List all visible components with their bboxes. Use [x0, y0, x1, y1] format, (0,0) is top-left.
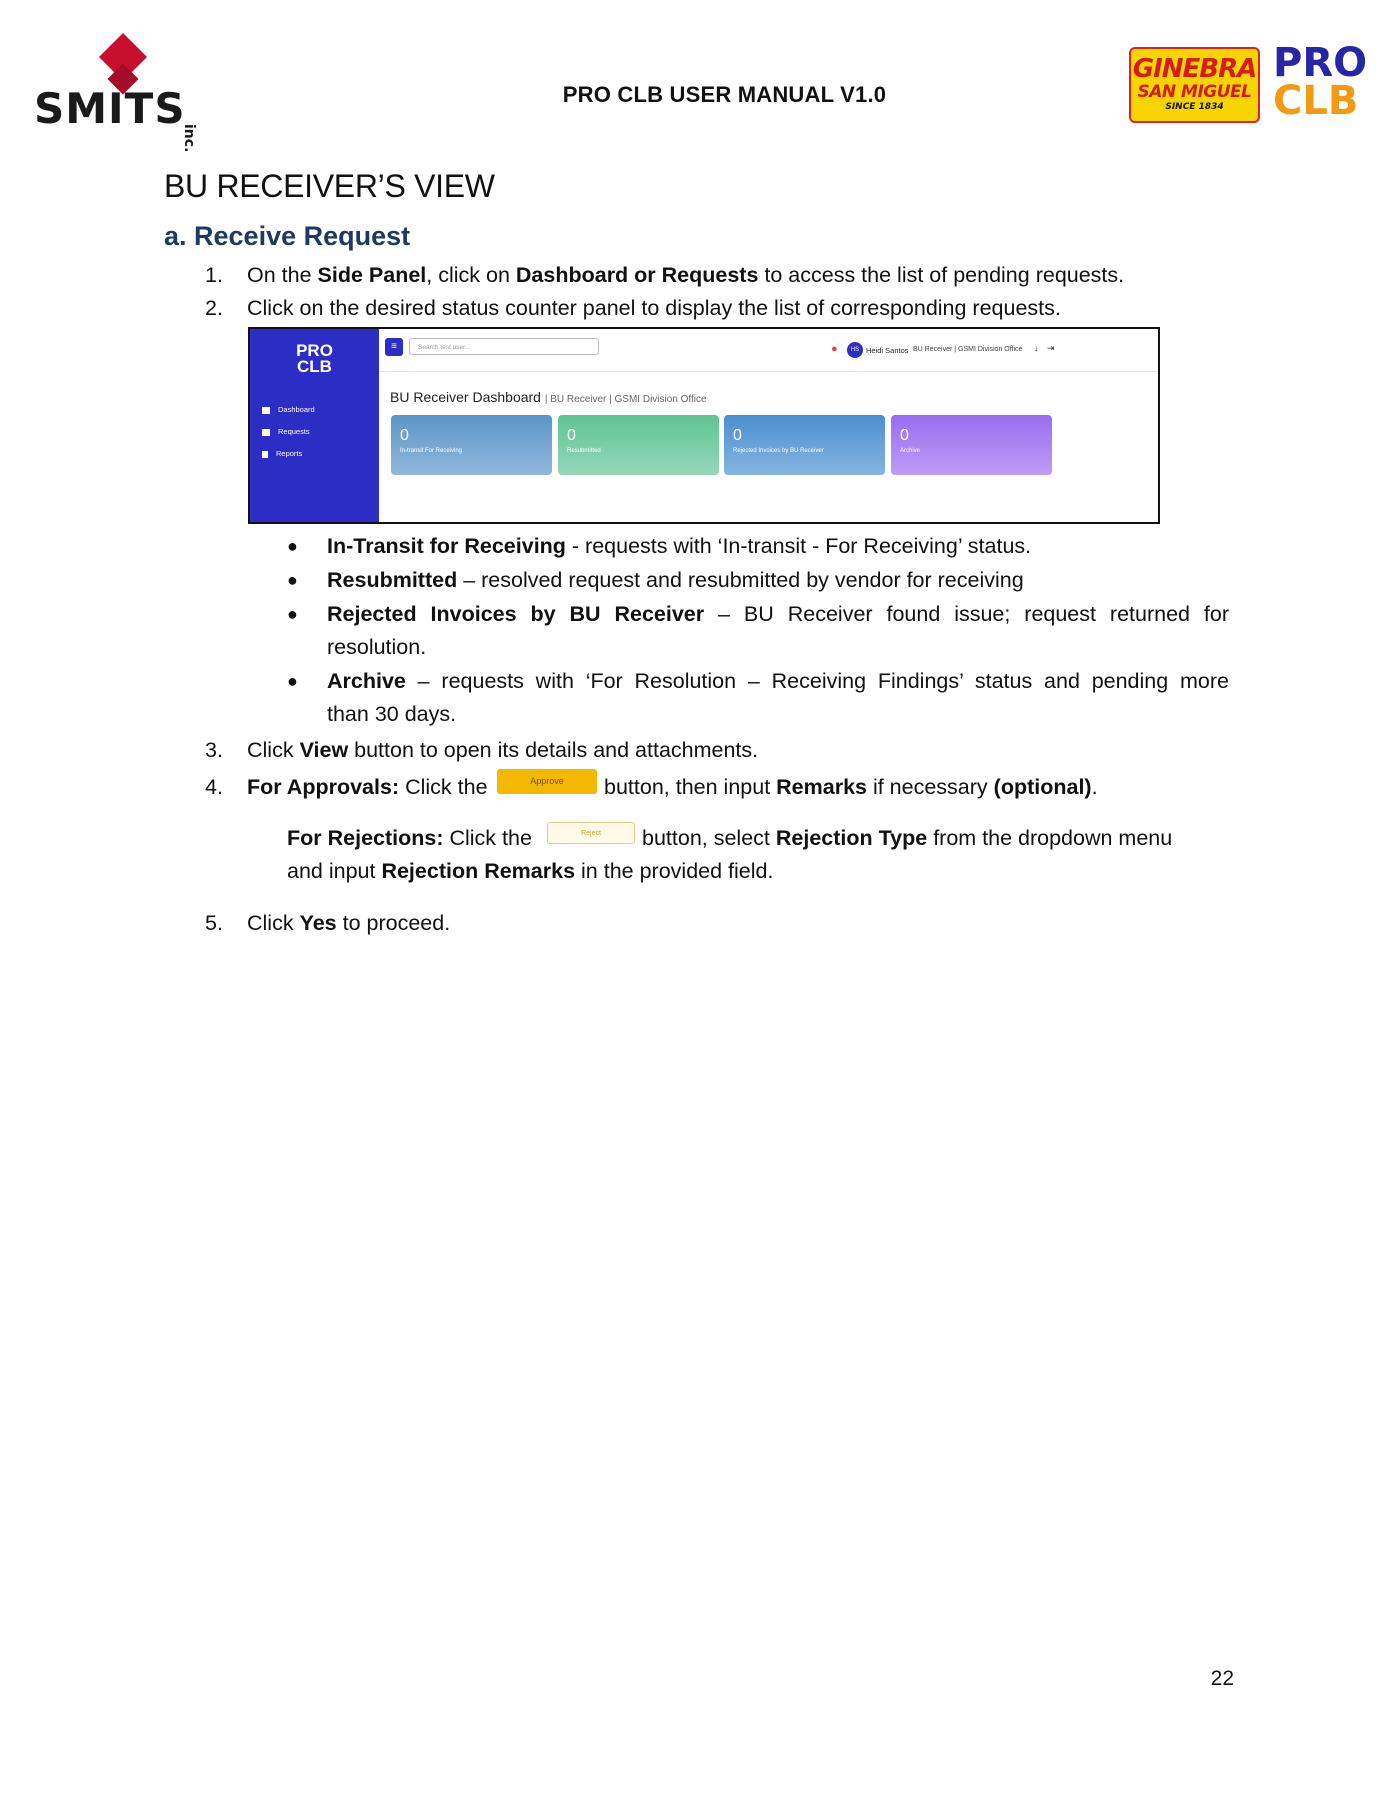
step-text: Click the	[443, 826, 532, 850]
step-bold: View	[299, 738, 349, 762]
sidebar-logo-pro: PRO	[296, 341, 333, 360]
step-bold: Rejection Type	[775, 826, 928, 850]
card-count: 0	[733, 427, 742, 444]
step-bold: Remarks	[776, 775, 867, 799]
dashboard-icon	[262, 407, 270, 414]
notification-bell-icon[interactable]: ●	[831, 343, 838, 355]
status-card-archive[interactable]	[891, 415, 1052, 475]
card-count: 0	[567, 427, 576, 444]
step-text: .	[1091, 775, 1098, 799]
bullet-text: – BU Receiver found issue; request returned for	[704, 602, 1229, 626]
step-text: button, then input	[604, 775, 777, 799]
step-bold: Rejection Remarks	[381, 859, 576, 883]
search-input[interactable]: Search test user...	[409, 338, 599, 355]
sidebar-item-dashboard[interactable]	[262, 405, 315, 414]
topbar	[379, 329, 1158, 372]
document-title: PRO CLB USER MANUAL V1.0	[562, 82, 887, 107]
dashboard-title	[390, 389, 707, 405]
bullet-bold: Rejected Invoices by BU Receiver	[327, 602, 705, 626]
sidebar-logo-clb: CLB	[297, 357, 332, 376]
smits-inc-text: inc.	[181, 124, 197, 153]
download-icon[interactable]: ↓	[1034, 343, 1039, 353]
card-label: In-transit For Receiving	[400, 448, 463, 454]
step-number: 5.	[205, 911, 223, 935]
step-text: button to open its details and attachments.	[348, 738, 759, 762]
bullet-text-continued: resolution.	[327, 635, 427, 659]
step-text: if necessary	[866, 775, 994, 799]
file-icon	[262, 451, 268, 458]
proclb-logo-clb: CLB	[1273, 78, 1359, 124]
step-text: and input	[287, 859, 382, 883]
card-count: 0	[400, 427, 409, 444]
bullet-icon: ●	[287, 604, 298, 624]
ginebra-line3: SINCE 1834	[1165, 102, 1224, 112]
reject-button[interactable]: Reject	[547, 822, 635, 844]
user-name: Heidi Santos	[866, 346, 909, 355]
bullet-text: - requests with ‘In-transit - For Receiving’ status.	[565, 534, 1032, 558]
step-text: to access the list of pending requests.	[758, 263, 1125, 287]
step-text: from the dropdown menu	[927, 826, 1173, 850]
list-item	[287, 564, 1229, 598]
sidebar	[250, 329, 379, 522]
step-text: On the	[247, 263, 318, 287]
step-bold: Dashboard or Requests	[515, 263, 759, 287]
step-text: Click on the desired status counter panel to display the list of corresponding requests.	[247, 296, 1061, 320]
dashboard-subtitle: | BU Receiver | GSMI Division Office	[544, 394, 707, 405]
step-bold: Side Panel	[317, 263, 427, 287]
bullet-bold: In-Transit for Receiving	[327, 534, 566, 558]
list-item	[287, 665, 1229, 732]
bullet-bold: Resubmitted	[327, 568, 458, 592]
step-number: 3.	[205, 738, 223, 762]
sidebar-item-reports[interactable]	[262, 449, 302, 458]
card-count: 0	[900, 427, 909, 444]
page-number: 22	[1210, 1667, 1234, 1690]
user-role: BU Receiver | GSMI Division Office	[913, 346, 1023, 353]
subsection-title: a. Receive Request	[164, 221, 411, 251]
ginebra-logo	[1129, 47, 1260, 123]
menu-toggle-button[interactable]: ≡	[385, 338, 403, 356]
sidebar-item-requests[interactable]	[262, 427, 310, 436]
sidebar-logo	[250, 343, 379, 375]
avatar[interactable]: HS	[847, 342, 863, 358]
step-text: in the provided field.	[575, 859, 774, 883]
step-text: button, select	[642, 826, 776, 850]
bullet-icon: ●	[287, 671, 298, 691]
sidebar-item-label: Requests	[278, 427, 310, 436]
approve-button[interactable]: Approve	[497, 769, 597, 794]
step-bold: Yes	[299, 911, 337, 935]
step-number: 4.	[205, 775, 223, 799]
step-text: Click	[247, 911, 300, 935]
logout-icon[interactable]: ⇥	[1047, 343, 1055, 353]
section-title: BU RECEIVER’S VIEW	[164, 168, 495, 204]
ginebra-line1: GINEBRA	[1132, 54, 1257, 84]
step-text: to proceed.	[336, 911, 451, 935]
dashboard-screenshot	[248, 327, 1160, 524]
step-number: 1.	[205, 263, 223, 287]
card-label: Resubmitted	[567, 448, 601, 454]
smits-logo-text: SMITS	[34, 84, 186, 133]
step-text: Click the	[399, 775, 488, 799]
proclb-logo-pro: PRO	[1273, 40, 1368, 86]
step-text: Click	[247, 738, 300, 762]
step-number: 2.	[205, 296, 223, 320]
folder-icon	[262, 429, 270, 436]
card-label: Rejected Invoices by BU Receiver	[733, 448, 824, 454]
card-label: Archive	[900, 448, 921, 454]
status-card-in-transit[interactable]	[391, 415, 552, 475]
sidebar-item-label: Dashboard	[278, 405, 315, 414]
bullet-icon: ●	[287, 536, 298, 556]
sidebar-item-label: Reports	[276, 449, 303, 458]
proclb-logo	[1273, 40, 1368, 124]
step-bold: (optional)	[993, 775, 1092, 799]
bullet-bold: Archive	[327, 669, 406, 693]
status-card-rejected[interactable]	[724, 415, 885, 475]
bullet-text: – resolved request and resubmitted by vendor for receiving	[457, 568, 1024, 592]
step-bold: For Rejections:	[287, 826, 444, 850]
ginebra-line2: SAN MIGUEL	[1137, 82, 1252, 102]
bullet-icon: ●	[287, 570, 298, 590]
list-item	[287, 530, 1229, 564]
step-bold: For Approvals:	[247, 775, 400, 799]
bullet-text: – requests with ‘For Resolution – Receiving Findings’ status and pending more	[405, 669, 1229, 693]
bullet-list	[287, 530, 1229, 732]
list-item	[287, 598, 1229, 665]
status-card-resubmitted[interactable]	[558, 415, 719, 475]
step-text: , click on	[426, 263, 516, 287]
dashboard-title-text: BU Receiver Dashboard	[390, 389, 541, 405]
bullet-text-continued: than 30 days.	[327, 702, 457, 726]
